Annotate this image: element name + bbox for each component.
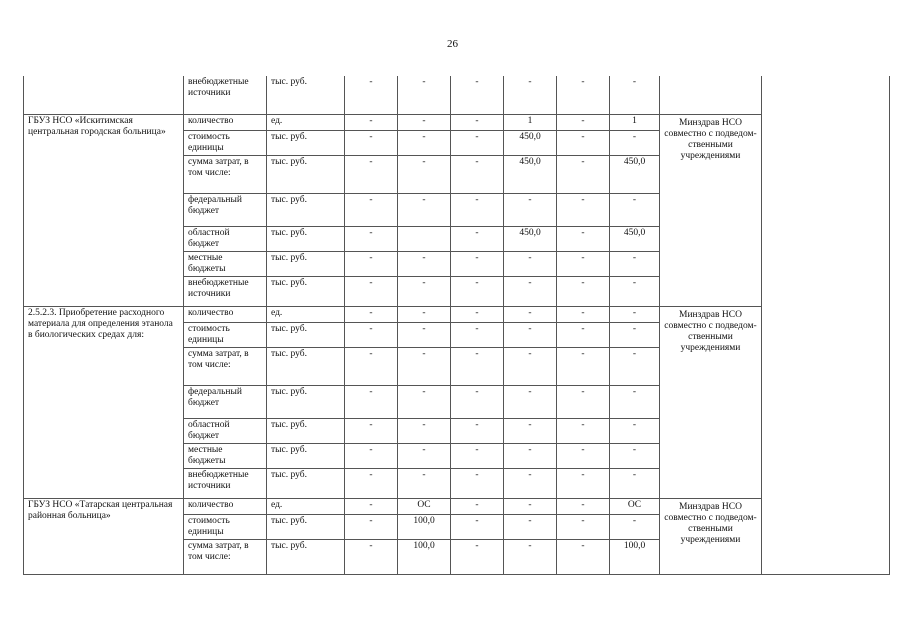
value-cell: - bbox=[557, 251, 610, 276]
item-cell: количество bbox=[184, 114, 267, 130]
value-cell: - bbox=[557, 418, 610, 443]
notes-column bbox=[762, 76, 890, 574]
value-cell: - bbox=[557, 193, 610, 226]
value-cell: - bbox=[398, 347, 451, 385]
value-cell: - bbox=[504, 514, 557, 539]
value-cell: - bbox=[398, 418, 451, 443]
value-cell: - bbox=[451, 276, 504, 306]
unit-cell: тыс. руб. bbox=[267, 226, 345, 251]
value-cell: 1 bbox=[504, 114, 557, 130]
value-cell: - bbox=[610, 306, 660, 322]
value-cell: - bbox=[610, 468, 660, 498]
unit-cell: тыс. руб. bbox=[267, 322, 345, 347]
value-cell: - bbox=[451, 539, 504, 574]
unit-cell: тыс. руб. bbox=[267, 193, 345, 226]
value-cell: ОС bbox=[398, 498, 451, 514]
value-cell: - bbox=[504, 418, 557, 443]
value-cell: - bbox=[557, 347, 610, 385]
unit-cell: тыс. руб. bbox=[267, 514, 345, 539]
value-cell: - bbox=[504, 306, 557, 322]
value-cell: - bbox=[557, 443, 610, 468]
value-cell: 450,0 bbox=[610, 226, 660, 251]
value-cell: - bbox=[557, 306, 610, 322]
value-cell: 450,0 bbox=[504, 130, 557, 155]
value-cell: - bbox=[398, 251, 451, 276]
value-cell: 1 bbox=[610, 114, 660, 130]
value-cell: - bbox=[398, 443, 451, 468]
item-cell: внебюджетные источники bbox=[184, 76, 267, 114]
value-cell: - bbox=[398, 468, 451, 498]
value-cell: - bbox=[345, 322, 398, 347]
responsible-cell: Минздрав НСО совместно с подведом-ственными учреждениями bbox=[660, 306, 762, 498]
value-cell: - bbox=[345, 155, 398, 193]
unit-cell: тыс. руб. bbox=[267, 385, 345, 418]
value-cell: - bbox=[345, 498, 398, 514]
unit-cell: ед. bbox=[267, 306, 345, 322]
value-cell: - bbox=[504, 443, 557, 468]
value-cell: - bbox=[504, 539, 557, 574]
value-cell: - bbox=[345, 76, 398, 114]
section-cell: 2.5.2.3. Приобретение расходного материала для определения этанола в биологических средах для: bbox=[24, 306, 184, 498]
value-cell: 100,0 bbox=[398, 539, 451, 574]
unit-cell: тыс. руб. bbox=[267, 418, 345, 443]
value-cell: - bbox=[451, 76, 504, 114]
value-cell: - bbox=[398, 306, 451, 322]
value-cell: - bbox=[557, 226, 610, 251]
value-cell bbox=[398, 226, 451, 251]
value-cell: - bbox=[504, 276, 557, 306]
value-cell: - bbox=[345, 347, 398, 385]
value-cell: - bbox=[504, 385, 557, 418]
value-cell: - bbox=[504, 498, 557, 514]
item-cell: сумма затрат, в том числе: bbox=[184, 155, 267, 193]
value-cell: - bbox=[504, 322, 557, 347]
value-cell: - bbox=[610, 251, 660, 276]
value-cell: 450,0 bbox=[610, 155, 660, 193]
responsible-cell: Минздрав НСО совместно с подведом-ственными учреждениями bbox=[660, 498, 762, 574]
value-cell: - bbox=[557, 276, 610, 306]
value-cell: - bbox=[557, 385, 610, 418]
value-cell: - bbox=[557, 468, 610, 498]
value-cell: ОС bbox=[610, 498, 660, 514]
value-cell: - bbox=[345, 193, 398, 226]
value-cell: - bbox=[451, 385, 504, 418]
value-cell: - bbox=[345, 130, 398, 155]
value-cell: - bbox=[610, 443, 660, 468]
value-cell: - bbox=[610, 322, 660, 347]
value-cell: - bbox=[398, 276, 451, 306]
value-cell: - bbox=[610, 276, 660, 306]
unit-cell: тыс. руб. bbox=[267, 276, 345, 306]
value-cell: - bbox=[451, 226, 504, 251]
item-cell: стоимость единицы bbox=[184, 322, 267, 347]
item-cell: сумма затрат, в том числе: bbox=[184, 539, 267, 574]
value-cell: - bbox=[504, 76, 557, 114]
value-cell: - bbox=[345, 539, 398, 574]
value-cell: - bbox=[451, 322, 504, 347]
value-cell: - bbox=[451, 306, 504, 322]
unit-cell: тыс. руб. bbox=[267, 539, 345, 574]
item-cell: внебюджетные источники bbox=[184, 468, 267, 498]
unit-cell: тыс. руб. bbox=[267, 443, 345, 468]
value-cell: - bbox=[610, 130, 660, 155]
table-row bbox=[24, 306, 890, 322]
section-cell bbox=[24, 76, 184, 114]
value-cell: - bbox=[610, 514, 660, 539]
unit-cell: тыс. руб. bbox=[267, 251, 345, 276]
item-cell: федеральный бюджет bbox=[184, 385, 267, 418]
value-cell: - bbox=[610, 193, 660, 226]
value-cell: - bbox=[504, 468, 557, 498]
value-cell: - bbox=[557, 498, 610, 514]
table-row bbox=[24, 498, 890, 514]
value-cell: - bbox=[557, 114, 610, 130]
value-cell: - bbox=[345, 514, 398, 539]
item-cell: стоимость единицы bbox=[184, 130, 267, 155]
value-cell: - bbox=[557, 539, 610, 574]
value-cell: 100,0 bbox=[610, 539, 660, 574]
unit-cell: тыс. руб. bbox=[267, 130, 345, 155]
value-cell: - bbox=[610, 347, 660, 385]
section-cell: ГБУЗ НСО «Татарская центральная районная больница» bbox=[24, 498, 184, 574]
measures-table bbox=[23, 76, 890, 575]
value-cell: - bbox=[345, 306, 398, 322]
value-cell: - bbox=[451, 443, 504, 468]
page-number: 26 bbox=[447, 38, 458, 50]
table-row bbox=[24, 76, 890, 114]
unit-cell: ед. bbox=[267, 498, 345, 514]
unit-cell: тыс. руб. bbox=[267, 155, 345, 193]
value-cell: - bbox=[345, 251, 398, 276]
unit-cell: тыс. руб. bbox=[267, 347, 345, 385]
value-cell: - bbox=[504, 347, 557, 385]
value-cell: - bbox=[451, 347, 504, 385]
value-cell: - bbox=[398, 76, 451, 114]
value-cell: 100,0 bbox=[398, 514, 451, 539]
value-cell: - bbox=[345, 385, 398, 418]
value-cell: - bbox=[451, 514, 504, 539]
item-cell: местные бюджеты bbox=[184, 443, 267, 468]
item-cell: федеральный бюджет bbox=[184, 193, 267, 226]
item-cell: стоимость единицы bbox=[184, 514, 267, 539]
value-cell: - bbox=[345, 276, 398, 306]
value-cell: - bbox=[610, 76, 660, 114]
value-cell: - bbox=[504, 251, 557, 276]
table-row bbox=[24, 114, 890, 130]
value-cell: - bbox=[398, 155, 451, 193]
item-cell: количество bbox=[184, 498, 267, 514]
item-cell: областной бюджет bbox=[184, 418, 267, 443]
value-cell: - bbox=[398, 193, 451, 226]
value-cell: - bbox=[398, 130, 451, 155]
responsible-cell: Минздрав НСО совместно с подведом-ственными учреждениями bbox=[660, 114, 762, 306]
value-cell: - bbox=[451, 468, 504, 498]
value-cell: - bbox=[398, 114, 451, 130]
value-cell: - bbox=[451, 498, 504, 514]
value-cell: - bbox=[610, 385, 660, 418]
value-cell: - bbox=[451, 418, 504, 443]
value-cell: - bbox=[557, 155, 610, 193]
unit-cell: тыс. руб. bbox=[267, 76, 345, 114]
value-cell: - bbox=[451, 130, 504, 155]
value-cell: - bbox=[345, 468, 398, 498]
value-cell: 450,0 bbox=[504, 226, 557, 251]
responsible-cell bbox=[660, 76, 762, 114]
section-cell: ГБУЗ НСО «Искитимская центральная городская больница» bbox=[24, 114, 184, 306]
value-cell: - bbox=[557, 130, 610, 155]
unit-cell: тыс. руб. bbox=[267, 468, 345, 498]
unit-cell: ед. bbox=[267, 114, 345, 130]
item-cell: внебюджетные источники bbox=[184, 276, 267, 306]
value-cell: - bbox=[398, 385, 451, 418]
value-cell: - bbox=[398, 322, 451, 347]
item-cell: местные бюджеты bbox=[184, 251, 267, 276]
value-cell: 450,0 bbox=[504, 155, 557, 193]
value-cell: - bbox=[451, 193, 504, 226]
value-cell: - bbox=[610, 418, 660, 443]
value-cell: - bbox=[345, 114, 398, 130]
value-cell: - bbox=[504, 193, 557, 226]
value-cell: - bbox=[557, 514, 610, 539]
value-cell: - bbox=[345, 418, 398, 443]
item-cell: сумма затрат, в том числе: bbox=[184, 347, 267, 385]
value-cell: - bbox=[557, 76, 610, 114]
item-cell: количество bbox=[184, 306, 267, 322]
value-cell: - bbox=[557, 322, 610, 347]
value-cell: - bbox=[345, 226, 398, 251]
value-cell: - bbox=[451, 155, 504, 193]
value-cell: - bbox=[451, 251, 504, 276]
value-cell: - bbox=[451, 114, 504, 130]
item-cell: областной бюджет bbox=[184, 226, 267, 251]
value-cell: - bbox=[345, 443, 398, 468]
